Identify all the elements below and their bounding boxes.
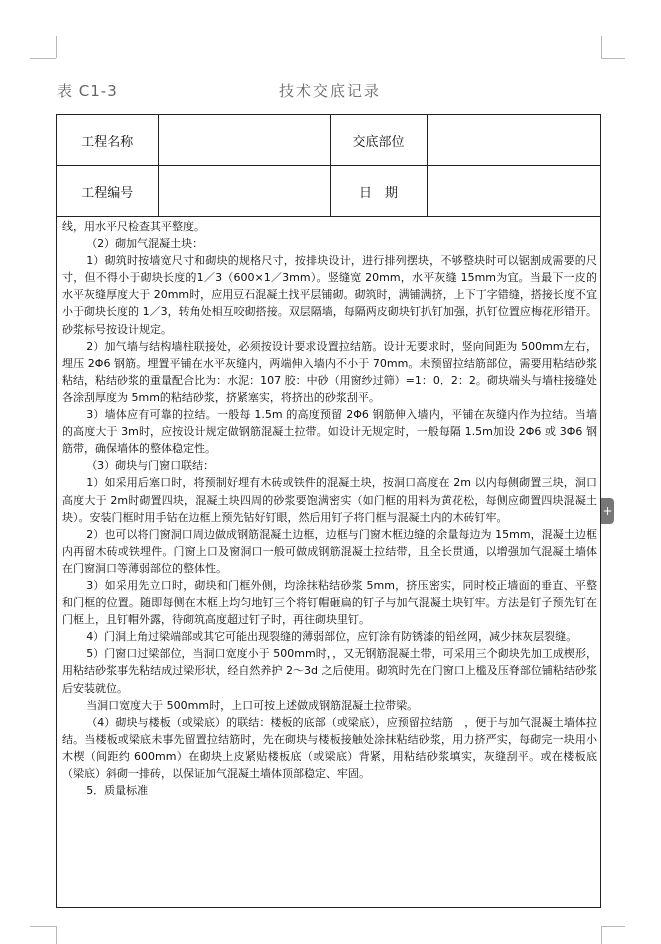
- paragraph: 4）门洞上角过梁端部或其它可能出现裂缝的薄弱部位，应钉涂有防锈漆的铅丝网，减少抹灰层裂缝。: [86, 630, 578, 644]
- document-frame: [56, 114, 601, 908]
- info-row-2: [57, 166, 600, 217]
- location-label: 交底部位: [330, 115, 427, 166]
- side-expand-tab[interactable]: +: [601, 498, 614, 524]
- date-field[interactable]: [427, 166, 600, 217]
- paragraph: 当洞口宽度大于 500mm时，上口可按上述做成钢筋混凝土拉带梁。: [86, 698, 419, 712]
- corner-mark-bottom-left-v: [56, 926, 57, 944]
- paragraph: （3）砌块与门窗口联结：: [86, 459, 215, 473]
- date-label: 日 期: [330, 166, 427, 217]
- info-table: [57, 115, 600, 217]
- corner-mark-top-right-v: [601, 36, 602, 58]
- paragraph: 2）也可以将门窗洞口周边做成钢筋混凝土边框，边框与门窗木框边缝的余量每边为 15mm，混凝土边框内再留木砖或铁埋件。门窗上口及窗洞口一般可做成钢筋混凝土拉结带，且全长贯通，以增强加气混凝土墙体在门窗洞口等薄弱部位的整体性。: [62, 527, 597, 575]
- corner-mark-bottom-right-h: [601, 926, 625, 927]
- paragraph: （4）砌块与楼板（或梁底）的联结：楼板的底部（或梁底），应预留拉结筋 ，便于与加气混凝土墙体拉结。当楼板或梁底未事先留置拉结筋时，先在砌块与楼板接触处涂抹粘结砂浆，用力挤严实，每砌完一块用小木楔（间距约 600mm）在砌块上皮紧贴楼板底（或梁底）背紧，用粘结砂浆填实，灰缝刮平。或在楼板底（梁底）斜砌一排砖，以保证加气混凝土墙体顶部稳定、牢固。: [62, 715, 597, 780]
- paragraph: 1）如采用后塞口时，将预制好埋有木砖或铁件的混凝土块，按洞口高度在 2m 以内每侧砌置三块，洞口高度大于 2m时砌置四块，混凝土块四周的砂浆要饱满密实（如门框的用料为黄花松，每侧应砌置四块混凝土块）。安装门框时用手钻在边框上预先钻好钉眼，然后用钉子将门框与混凝土内的木砖钉牢。: [62, 476, 597, 524]
- project-number-label: 工程编号: [57, 166, 158, 217]
- project-name-field[interactable]: [158, 115, 330, 166]
- body-text: [62, 218, 597, 799]
- form-code: 表 C1-3: [57, 82, 118, 100]
- paragraph: 3）墙体应有可靠的拉结。一般每 1.5m 的高度预留 2Φ6 钢筋伸入墙内，平铺在灰缝内作为拉结。当墙的高度大于 3m时，应按设计规定做钢筋混凝土拉带。如设计无规定时，一般每隔 1.5m加设 2Φ6 或 3Φ6 钢筋带，确保墙体的整体稳定性。: [62, 408, 597, 456]
- paragraph: 2）加气墙与结构墙柱联接处，必须按设计要求设置拉结筋。设计无要求时，竖向间距为 500mm左右，埋压 2Φ6 钢筋。埋置平铺在水平灰缝内，两端伸入墙内不小于 70mm。未预留拉结筋部位，需要用粘结砂浆粘结，粘结砂浆的重量配合比为：水泥：107 胶：中砂（用窗纱过筛）=1：0．2：2。砌块端头与墙柱接缝处各涂刮厚度为 5mm的粘结砂浆，挤紧塞实，将挤出的砂浆刮平。: [62, 339, 597, 404]
- document-title: 技术交底记录: [279, 82, 382, 100]
- project-number-field[interactable]: [158, 166, 330, 217]
- corner-mark-bottom-right-v: [601, 926, 602, 944]
- paragraph: 线，用水平尺检查其平整度。: [62, 220, 205, 233]
- corner-mark-bottom-left-h: [30, 926, 56, 927]
- paragraph: 5．质量标准: [86, 784, 149, 798]
- paragraph: 3）如采用先立口时，砌块和门框外侧，均涂抹粘结砂浆 5mm，挤压密实，同时校正墙面的垂直、平整和门框的位置。随即每侧在木框上均匀地钉三个将钉帽砸扁的钉子与加气混凝土块钉牢。方法是钉子预先钉在门框上，且钉帽外露，待砌筑高度超过钉子时，再往砌块里钉。: [62, 578, 597, 627]
- corner-mark-top-left-h: [30, 58, 56, 59]
- paragraph: （2）砌加气混凝土块：: [86, 237, 204, 251]
- paragraph: 1）砌筑时按墙宽尺寸和砌块的规格尺寸，按排块设计，进行排列摆块，不够整块时可以锯割成需要的尺寸，但不得小于砌块长度的1／3（600×1／3mm）。竖缝宽 20mm，水平灰缝 15mm为宜。当最下一皮的水平灰缝厚度大于 20mm时，应用豆石混凝土找平层铺砌。砌筑时，满铺满挤，上下丁字错缝，搭接长度不宜小于砌块长度的 1／3，转角处相互咬砌搭接。双层隔墙，每隔两皮砌块钉扒钉加强，扒钉位置应梅花形错开。砂浆标号按设计规定。: [62, 254, 597, 336]
- info-row-1: [57, 115, 600, 166]
- corner-mark-top-right-h: [601, 58, 625, 59]
- corner-mark-top-left-v: [56, 36, 57, 58]
- project-name-label: 工程名称: [57, 115, 158, 166]
- location-field[interactable]: [427, 115, 600, 166]
- paragraph: 5）门窗口过梁部位，当洞口宽度小于 500mm时，，又无钢筋混凝土带，可采用三个砌块先加工成楔形，用粘结砂浆事先粘结成过梁形状，经自然养护 2～3d 之后使用。砌筑时先在门窗口上槛及压脊部位铺粘结砂浆后安装就位。: [62, 647, 597, 695]
